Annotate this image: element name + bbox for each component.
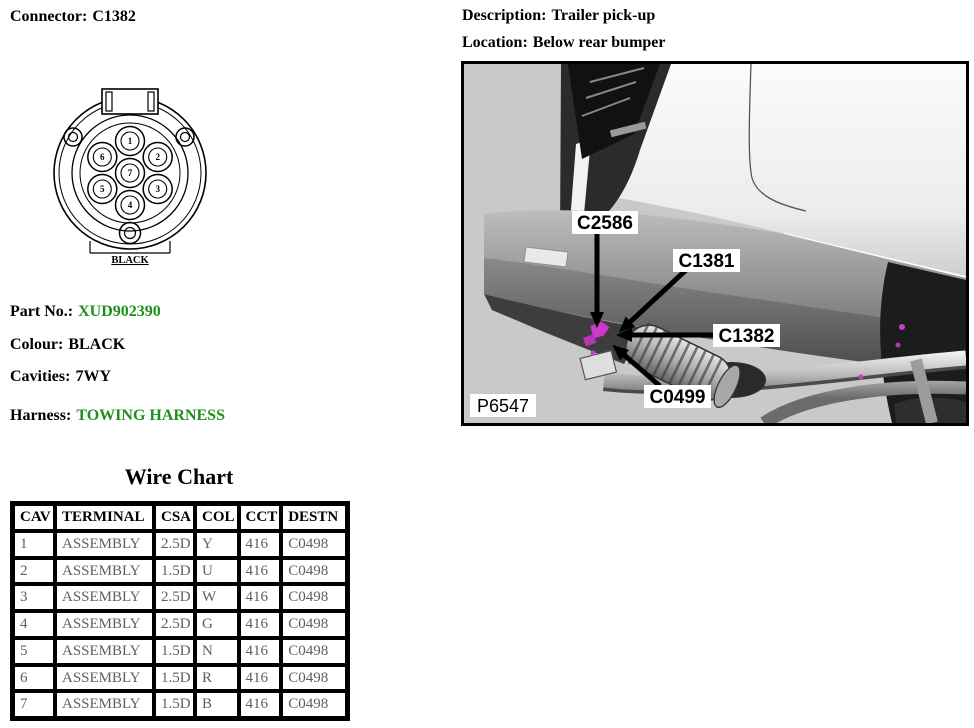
harness-label: Harness: <box>10 407 72 424</box>
figure-id-label: P6547 <box>476 396 530 416</box>
location-heading <box>462 34 666 52</box>
figure-id-badge <box>470 394 536 417</box>
callout-c1382 <box>713 324 780 347</box>
cell: C0498 <box>282 692 346 717</box>
pin-number: 4 <box>127 200 133 210</box>
cell: 1.5D <box>155 559 194 584</box>
table-row <box>14 666 346 691</box>
cell: 416 <box>240 666 281 691</box>
connector-heading-value: C1382 <box>92 8 136 25</box>
cell: ASSEMBLY <box>56 532 153 557</box>
colour-line <box>10 336 125 354</box>
cell: 416 <box>240 559 281 584</box>
cell: 1.5D <box>155 639 194 664</box>
pin-number: 5 <box>100 184 105 194</box>
pin-number: 1 <box>127 136 133 146</box>
cavities-label: Cavities: <box>10 368 71 385</box>
cell: U <box>196 559 238 584</box>
column-header-cav: CAV <box>14 505 54 530</box>
cell: C0498 <box>282 585 346 610</box>
table-row <box>14 585 346 610</box>
table-row <box>14 532 346 557</box>
callout-label-c0499: C0499 <box>649 387 706 408</box>
cell: 7 <box>14 692 54 717</box>
cell: 2.5D <box>155 612 194 637</box>
cell: 1 <box>14 532 54 557</box>
cell: 6 <box>14 666 54 691</box>
cell: 2 <box>14 559 54 584</box>
cell: ASSEMBLY <box>56 692 153 717</box>
table-row <box>14 692 346 717</box>
pin-number: 6 <box>100 152 105 162</box>
cavities-value: 7WY <box>75 368 111 385</box>
cell: C0498 <box>282 559 346 584</box>
callout-label-c1381: C1381 <box>678 251 735 272</box>
connector-heading <box>10 8 136 26</box>
description-heading <box>462 7 655 25</box>
cell: R <box>196 666 238 691</box>
column-header-csa: CSA <box>155 505 194 530</box>
cell: ASSEMBLY <box>56 559 153 584</box>
cell: B <box>196 692 238 717</box>
callout-c2586 <box>572 211 638 234</box>
harness-value: TOWING HARNESS <box>76 407 225 424</box>
cell: C0498 <box>282 666 346 691</box>
connector-face-diagram <box>45 73 215 273</box>
cell: 416 <box>240 532 281 557</box>
rear-bumper-illustration <box>464 64 966 423</box>
column-header-terminal: TERMINAL <box>56 505 153 530</box>
pin-number: 2 <box>155 152 160 162</box>
table-row <box>14 639 346 664</box>
cell: G <box>196 612 238 637</box>
description-value: Trailer pick-up <box>551 7 656 24</box>
location-label: Location: <box>462 34 528 51</box>
cell: 5 <box>14 639 54 664</box>
cell: 416 <box>240 692 281 717</box>
callout-label-c2586: C2586 <box>577 213 633 234</box>
part-no-line <box>10 303 161 321</box>
cell: ASSEMBLY <box>56 612 153 637</box>
cell: C0498 <box>282 612 346 637</box>
colour-label: Colour: <box>10 336 64 353</box>
connector-pin-numbers <box>100 136 160 210</box>
callout-label-c1382: C1382 <box>718 326 775 347</box>
cavities-line <box>10 368 111 386</box>
column-header-cct: CCT <box>240 505 281 530</box>
location-value: Below rear bumper <box>532 34 666 51</box>
cell: N <box>196 639 238 664</box>
cell: 416 <box>240 612 281 637</box>
cell: 3 <box>14 585 54 610</box>
cell: W <box>196 585 238 610</box>
pin-number: 7 <box>127 168 133 178</box>
cell: 416 <box>240 585 281 610</box>
cell: ASSEMBLY <box>56 639 153 664</box>
header-row <box>14 505 346 530</box>
cell: ASSEMBLY <box>56 666 153 691</box>
cell: C0498 <box>282 532 346 557</box>
cell: 2.5D <box>155 532 194 557</box>
connector-colour-caption: BLACK <box>111 255 149 266</box>
cell: Y <box>196 532 238 557</box>
callout-c1381 <box>673 249 740 272</box>
table-row <box>14 612 346 637</box>
table-row <box>14 559 346 584</box>
cell: 1.5D <box>155 692 194 717</box>
wire-chart-title: Wire Chart <box>124 464 234 489</box>
column-header-destn: DESTN <box>282 505 346 530</box>
connector-heading-label: Connector: <box>10 8 88 25</box>
description-label: Description: <box>462 7 547 24</box>
column-header-col: COL <box>196 505 238 530</box>
cell: 1.5D <box>155 666 194 691</box>
cell: 416 <box>240 639 281 664</box>
wire-chart-table <box>10 501 350 721</box>
cell: C0498 <box>282 639 346 664</box>
pin-number: 3 <box>155 184 160 194</box>
vehicle-location-figure <box>461 61 969 426</box>
callout-c0499 <box>644 385 711 408</box>
part-no-label: Part No.: <box>10 303 74 320</box>
harness-line <box>10 407 225 425</box>
colour-value: BLACK <box>68 336 126 353</box>
part-no-value: XUD902390 <box>78 303 161 320</box>
cell: 4 <box>14 612 54 637</box>
cell: ASSEMBLY <box>56 585 153 610</box>
cell: 2.5D <box>155 585 194 610</box>
